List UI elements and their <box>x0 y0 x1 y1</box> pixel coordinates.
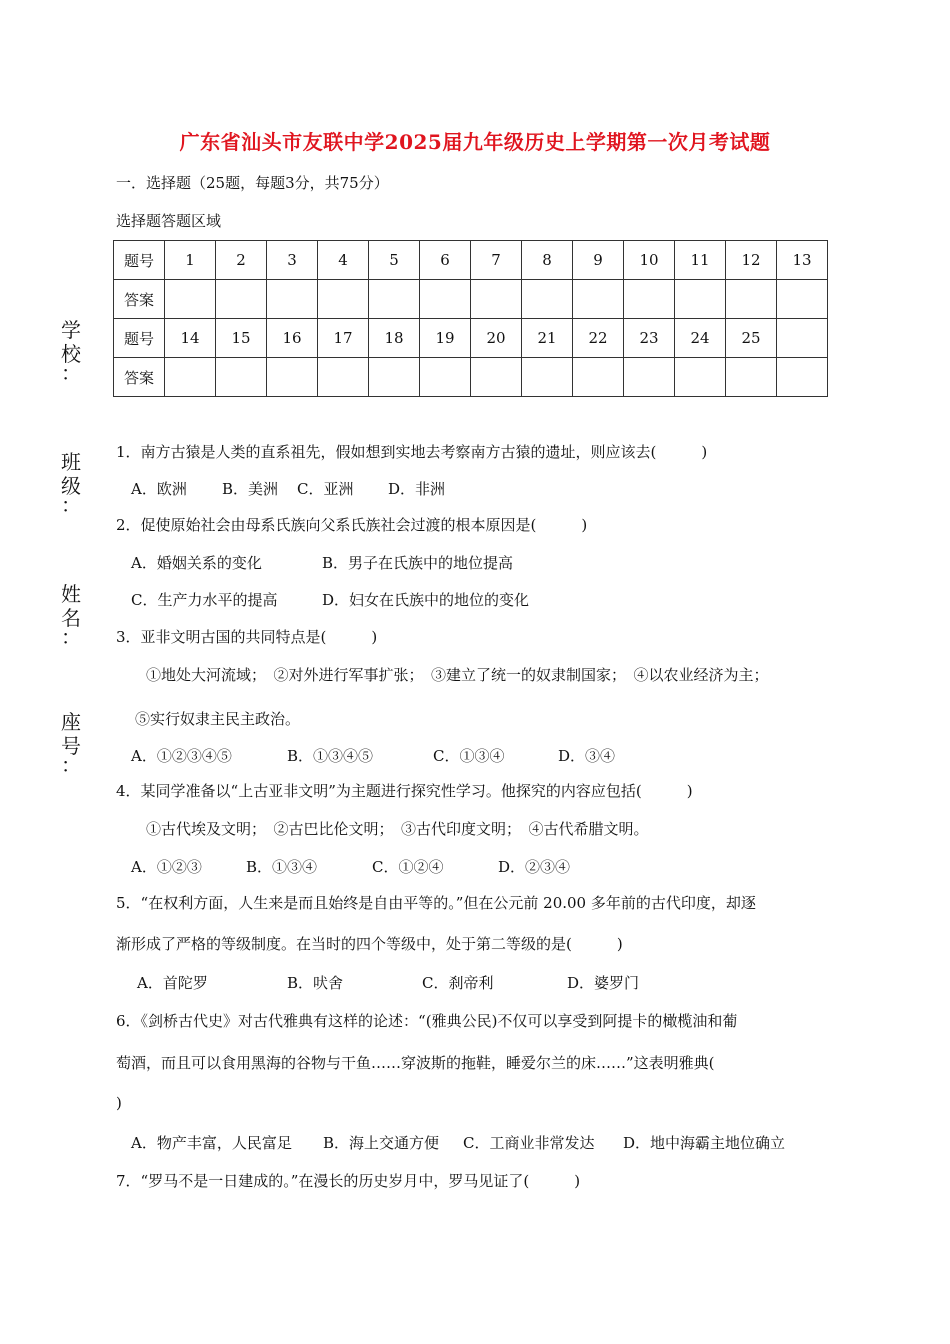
question-number: 20 <box>471 319 522 358</box>
question-number: 16 <box>267 319 318 358</box>
option-a: A．首陀罗 <box>137 974 208 992</box>
colon: ： <box>61 361 81 385</box>
question-4-options <box>131 856 570 877</box>
option-c: C．①③④ <box>433 747 505 765</box>
option-c: C．①②④ <box>372 858 444 876</box>
answer-cell[interactable] <box>369 358 420 397</box>
row-label: 题号 <box>114 241 165 280</box>
question-5-line-2: 渐形成了严格的等级制度。在当时的四个等级中，处于第二等级的是( ) <box>116 935 623 953</box>
question-number: 12 <box>726 241 777 280</box>
option-a: A．①②③ <box>131 858 202 876</box>
question-3-options <box>131 745 615 766</box>
option-a: A．①②③④⑤ <box>131 747 232 765</box>
class-char-1: 班 <box>61 450 81 474</box>
option-d: D．③④ <box>558 747 616 765</box>
answer-cell[interactable] <box>522 358 573 397</box>
colon: ： <box>61 753 81 777</box>
question-number: 5 <box>369 241 420 280</box>
question-4: 4．某同学准备以“上古亚非文明”为主题进行探究性学习。他探究的内容应包括( ) <box>116 782 693 800</box>
answer-cell[interactable] <box>726 280 777 319</box>
class-char-2: 级 <box>61 474 81 498</box>
answer-cell[interactable] <box>216 280 267 319</box>
question-2: 2．促使原始社会由母系氏族向父系氏族社会过渡的根本原因是( ) <box>116 516 588 534</box>
name-char-2: 名 <box>61 606 81 630</box>
answer-cell[interactable] <box>471 358 522 397</box>
answer-cell[interactable] <box>318 358 369 397</box>
answer-cell[interactable] <box>420 358 471 397</box>
question-number: 6 <box>420 241 471 280</box>
question-number: 15 <box>216 319 267 358</box>
answer-cell[interactable] <box>675 280 726 319</box>
table-row <box>114 358 828 397</box>
answer-cell[interactable] <box>420 280 471 319</box>
option-a: A．物产丰富，人民富足 <box>131 1134 292 1152</box>
answer-cell[interactable] <box>318 280 369 319</box>
question-7: 7．“罗马不是一日建成的。”在漫长的历史岁月中，罗马见证了( ) <box>116 1172 581 1190</box>
table-row <box>114 319 828 358</box>
answer-cell[interactable] <box>216 358 267 397</box>
question-number: 18 <box>369 319 420 358</box>
question-number: 23 <box>624 319 675 358</box>
question-4-items: ①古代埃及文明； ②古巴比伦文明； ③古代印度文明； ④古代希腊文明。 <box>146 820 649 838</box>
seat-char-1: 座 <box>61 710 81 734</box>
name-label <box>58 582 84 649</box>
question-3: 3．亚非文明古国的共同特点是( ) <box>116 628 378 646</box>
school-char-1: 学 <box>61 318 81 342</box>
exam-title: 广东省汕头市友联中学2025届九年级历史上学期第一次月考试题 <box>179 130 771 154</box>
class-label <box>58 450 84 517</box>
answer-cell[interactable] <box>573 280 624 319</box>
question-6-line-2: 萄酒，而且可以食用黑海的谷物与干鱼……穿波斯的拖鞋，睡爱尔兰的床……”这表明雅典( <box>116 1054 715 1072</box>
option-a: A．婚姻关系的变化 <box>131 554 262 572</box>
question-number: 21 <box>522 319 573 358</box>
question-3-items-1: ①地处大河流域； ②对外进行军事扩张； ③建立了统一的奴隶制国家； ④以农业经济为主； <box>146 666 769 684</box>
answer-cell[interactable] <box>777 358 828 397</box>
option-d: D．婆罗门 <box>567 974 640 992</box>
question-number: 14 <box>165 319 216 358</box>
question-number: 11 <box>675 241 726 280</box>
option-c: C．生产力水平的提高 <box>131 591 278 609</box>
option-b: B．男子在氏族中的地位提高 <box>322 554 514 572</box>
colon: ： <box>61 625 81 649</box>
seat-char-2: 号 <box>61 734 81 758</box>
answer-cell[interactable] <box>675 358 726 397</box>
answer-cell[interactable] <box>726 358 777 397</box>
question-number: 10 <box>624 241 675 280</box>
question-number: 7 <box>471 241 522 280</box>
question-5-line-1: 5．“在权利方面，人生来是而且始终是自由平等的。”但在公元前 20.00 多年前的古代印度，却逐 <box>116 894 756 912</box>
question-number: 13 <box>777 241 828 280</box>
question-1-options <box>131 478 445 499</box>
answer-cell[interactable] <box>624 280 675 319</box>
school-label <box>58 318 84 385</box>
question-5-options <box>137 972 639 993</box>
answer-cell[interactable] <box>624 358 675 397</box>
option-d: D．②③④ <box>498 858 571 876</box>
question-number <box>777 319 828 358</box>
row-label: 题号 <box>114 319 165 358</box>
question-number: 9 <box>573 241 624 280</box>
question-number: 17 <box>318 319 369 358</box>
answer-cell[interactable] <box>573 358 624 397</box>
question-number: 24 <box>675 319 726 358</box>
question-6-line-3: ) <box>116 1094 122 1112</box>
question-number: 25 <box>726 319 777 358</box>
answer-area-label: 选择题答题区域 <box>116 212 222 230</box>
option-d: D．地中海霸主地位确立 <box>623 1134 786 1152</box>
option-c: C．工商业非常发达 <box>463 1134 595 1152</box>
option-b: B．吠舍 <box>287 974 344 992</box>
answer-cell[interactable] <box>267 280 318 319</box>
question-6-line-1: 6．《剑桥古代史》对古代雅典有这样的论述：“(雅典公民)不仅可以享受到阿提卡的橄榄油和葡 <box>116 1012 738 1030</box>
option-b: B．海上交通方便 <box>323 1134 440 1152</box>
table-row <box>114 241 828 280</box>
question-number: 19 <box>420 319 471 358</box>
option-d: D．非洲 <box>388 480 446 498</box>
question-1: 1．南方古猿是人类的直系祖先，假如想到实地去考察南方古猿的遗址，则应该去( ) <box>116 443 708 461</box>
option-b: B．美洲 <box>222 480 279 498</box>
seat-label <box>58 710 84 777</box>
question-number: 8 <box>522 241 573 280</box>
answer-cell[interactable] <box>471 280 522 319</box>
name-char-1: 姓 <box>61 582 81 606</box>
answer-cell[interactable] <box>369 280 420 319</box>
question-number: 4 <box>318 241 369 280</box>
row-label: 答案 <box>114 280 165 319</box>
option-b: B．①③④ <box>246 858 318 876</box>
option-a: A．欧洲 <box>131 480 187 498</box>
question-2-options-row2 <box>131 589 529 610</box>
option-d: D．妇女在氏族中的地位的变化 <box>322 591 530 609</box>
answer-table <box>113 240 828 397</box>
answer-cell[interactable] <box>267 358 318 397</box>
answer-cell[interactable] <box>777 280 828 319</box>
question-2-options-row1 <box>131 552 513 573</box>
table-row <box>114 280 828 319</box>
school-char-2: 校 <box>61 342 81 366</box>
row-label: 答案 <box>114 358 165 397</box>
section-heading: 一．选择题（25题，每题3分，共75分） <box>116 174 389 192</box>
question-6-options <box>131 1132 785 1153</box>
option-c: C．刹帝利 <box>422 974 494 992</box>
question-3-items-2: ⑤实行奴隶主民主政治。 <box>135 710 301 728</box>
colon: ： <box>61 493 81 517</box>
question-number: 22 <box>573 319 624 358</box>
question-number: 3 <box>267 241 318 280</box>
option-c: C．亚洲 <box>297 480 354 498</box>
question-number: 2 <box>216 241 267 280</box>
option-b: B．①③④⑤ <box>287 747 374 765</box>
answer-cell[interactable] <box>165 280 216 319</box>
question-number: 1 <box>165 241 216 280</box>
answer-cell[interactable] <box>522 280 573 319</box>
answer-cell[interactable] <box>165 358 216 397</box>
